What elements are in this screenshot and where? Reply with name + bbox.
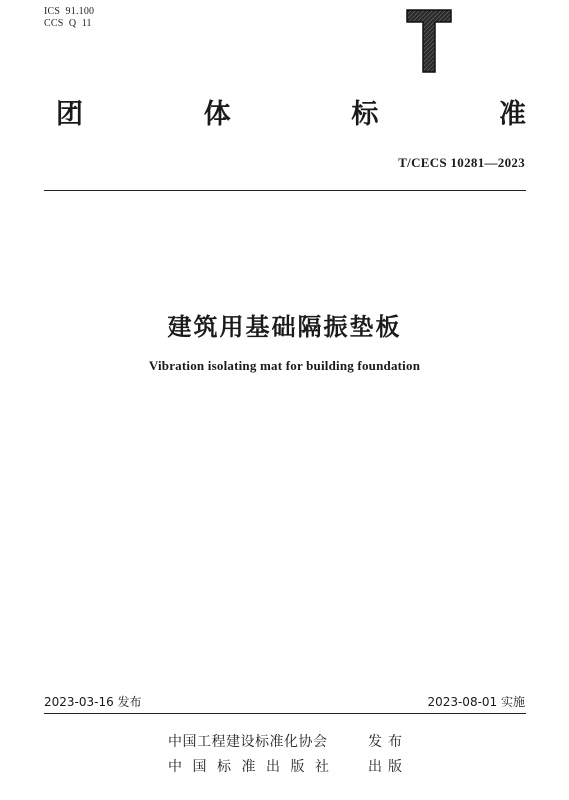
classification-codes: [44, 6, 94, 30]
standard-type-heading: [56, 95, 526, 135]
ccs-code: CCS Q 11: [44, 18, 92, 29]
footer-divider: [44, 713, 526, 714]
publisher-org: 中国标准出版社: [168, 759, 340, 775]
publisher-row: [168, 731, 408, 751]
issue-date: 2023-03-16 发布: [44, 695, 142, 709]
publisher-role: 发布: [368, 734, 408, 750]
standard-type-char: 标: [351, 99, 379, 130]
standard-type-char: 准: [498, 99, 526, 130]
publisher-org: 中国工程建设标准化协会: [168, 734, 328, 750]
standard-number: T/CECS 10281—2023: [398, 155, 525, 170]
header-divider: [44, 190, 526, 191]
publisher-row: [168, 756, 408, 776]
standard-type-char: 体: [203, 99, 231, 130]
title-english: Vibration isolating mat for building foundation: [148, 358, 421, 373]
ics-code: ICS 91.100: [44, 6, 95, 17]
standard-type-char: 团: [56, 99, 83, 130]
publisher-role: 出版: [368, 759, 408, 775]
implementation-date: 2023-08-01 实施: [427, 695, 525, 709]
title-chinese: 建筑用基础隔振垫板: [167, 313, 402, 341]
standard-t-mark-icon: [405, 8, 453, 74]
